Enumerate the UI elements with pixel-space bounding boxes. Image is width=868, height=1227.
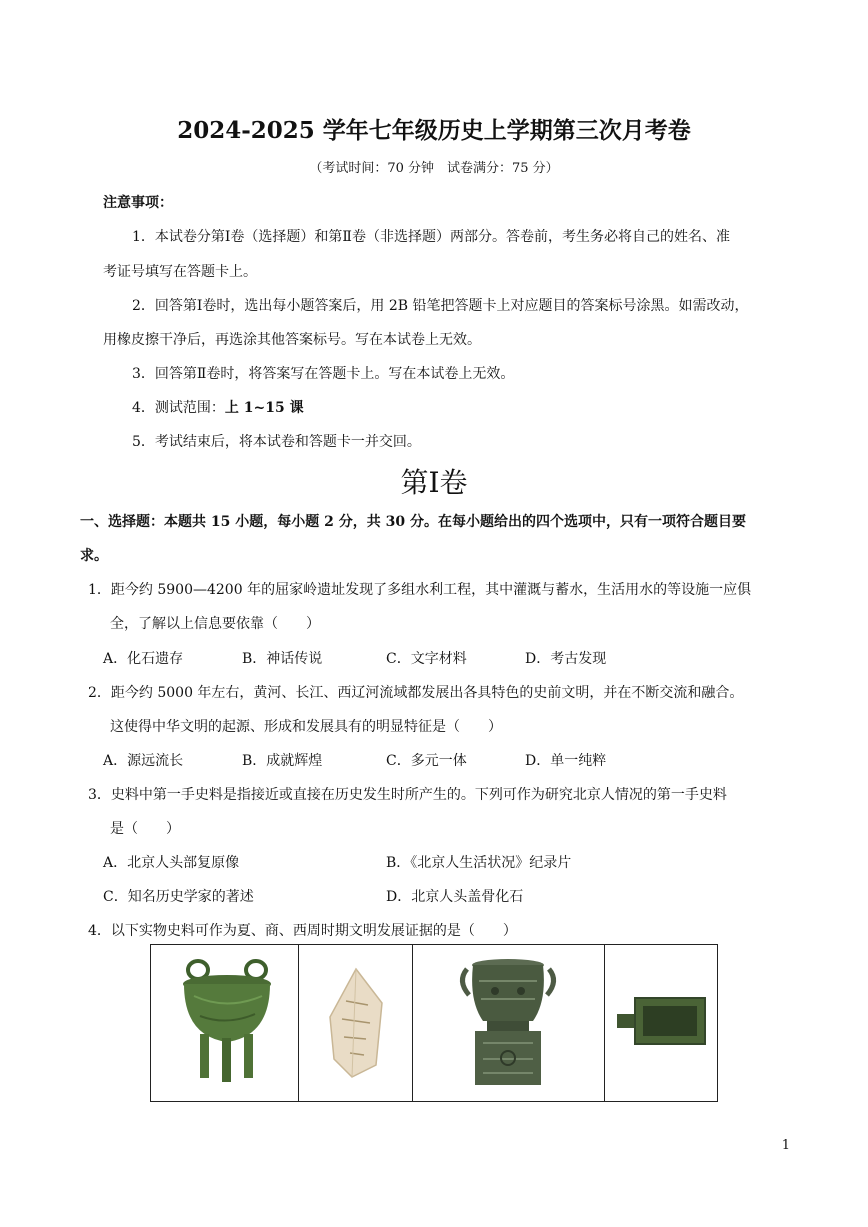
part-heading-line2: 求。: [80, 548, 108, 564]
page-number: 1: [781, 1138, 790, 1153]
section-heading: 第Ⅰ卷: [400, 466, 468, 499]
question-3-line2: 是（ ）: [110, 821, 180, 837]
part-heading-line1: 一、选择题：本题共 15 小题，每小题 2 分，共 30 分。在每小题给出的四个选项中，只有一项符合题目要: [80, 514, 746, 530]
q2-option-d: D．单一纯粹: [525, 753, 607, 769]
q2-option-b: B．成就辉煌: [242, 753, 323, 769]
q3-option-a: A．北京人头部复原像: [103, 855, 240, 871]
notice-1-line1: 1．本试卷分第Ⅰ卷（选择题）和第Ⅱ卷（非选择题）两部分。答卷前，考生务必将自己的姓名、准: [132, 229, 730, 245]
q3-option-c: C．知名历史学家的著述: [103, 889, 254, 905]
q1-option-c: C．文字材料: [386, 651, 467, 667]
question-2-line1: 2．距今约 5000 年左右，黄河、长江、西辽河流域都发展出各具特色的史前文明，并在不断交流和融合。: [88, 685, 744, 701]
bronze-ding-tripod-image: [170, 956, 280, 1086]
bronze-gui-vessel-image: [453, 951, 563, 1091]
notice-4: [132, 397, 304, 417]
question-2-line2: 这使得中华文明的起源、形成和发展具有的明显特征是（ ）: [110, 719, 502, 735]
exam-title: 2024-2025 学年七年级历史上学期第三次月考卷: [177, 117, 691, 144]
artifact-cell-2: [299, 945, 412, 1102]
question-4-line1: 4．以下实物史料可作为夏、商、西周时期文明发展证据的是（ ）: [88, 923, 517, 939]
question-1-line2: 全，了解以上信息要依靠（ ）: [110, 616, 320, 632]
q1-option-b: B．神话传说: [242, 651, 323, 667]
oracle-bone-image: [316, 961, 396, 1081]
artifact-cell-1: [151, 945, 299, 1102]
notice-heading: 注意事项：: [103, 195, 173, 211]
artifact-image-table: [150, 944, 718, 1102]
notice-1-line2: 考证号填写在答题卡上。: [103, 264, 257, 280]
notice-3: 3．回答第Ⅱ卷时，将答案写在答题卡上。写在本试卷上无效。: [132, 366, 515, 382]
q1-option-a: A．化石遗存: [103, 651, 184, 667]
q2-option-a: A．源远流长: [103, 753, 184, 769]
bronze-rectangular-tray-image: [611, 986, 711, 1056]
notice-5: 5．考试结束后，将本试卷和答题卡一并交回。: [132, 434, 421, 450]
question-1-line1: 1．距今约 5900—4200 年的屈家岭遗址发现了多组水利工程，其中灌溉与蓄水，生活用水的等设施一应俱: [88, 582, 752, 598]
exam-subtitle: （考试时间：70 分钟 试卷满分：75 分）: [309, 161, 559, 176]
artifact-cell-3: [412, 945, 605, 1102]
q3-option-b: B．《北京人生活状况》纪录片: [386, 855, 572, 871]
question-3-line1: 3．史料中第一手史料是指接近或直接在历史发生时所产生的。下列可作为研究北京人情况的第一手史料: [88, 787, 727, 803]
notice-4-range: 上 1~15 课: [224, 400, 304, 416]
notice-2-line2: 用橡皮擦干净后，再选涂其他答案标号。写在本试卷上无效。: [103, 332, 481, 348]
notice-2-line1: 2．回答第Ⅰ卷时，选出每小题答案后，用 2B 铅笔把答题卡上对应题目的答案标号涂黑。如需改动，: [132, 298, 749, 314]
artifact-cell-4: [605, 945, 718, 1102]
q1-option-d: D．考古发现: [525, 651, 607, 667]
notice-4-prefix: 4．测试范围：: [132, 400, 225, 416]
q2-option-c: C．多元一体: [386, 753, 467, 769]
q3-option-d: D．北京人头盖骨化石: [386, 889, 524, 905]
